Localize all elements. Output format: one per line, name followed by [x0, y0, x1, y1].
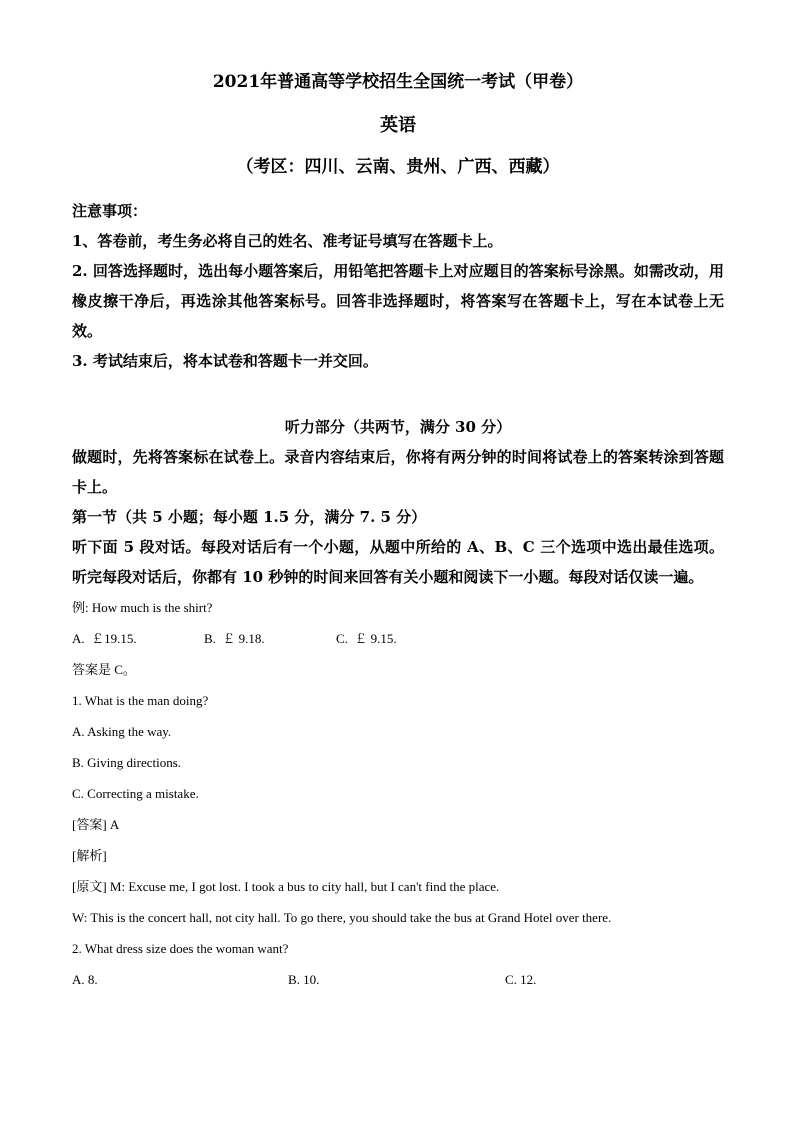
- notes-item: 3. 考试结束后，将本试卷和答题卡一并交回。: [72, 352, 378, 370]
- q1-option-c: C. Correcting a mistake.: [72, 786, 199, 801]
- q1-analysis-label: [解析]: [72, 848, 107, 863]
- option-b: B. ￡ 9.18.: [204, 631, 265, 646]
- option-a: A. 8.: [72, 972, 98, 987]
- q1-answer: [答案] A: [72, 817, 120, 832]
- section1-heading: 第一节（共 5 小题；每小题 1.5 分，满分 7. 5 分）: [72, 508, 427, 526]
- notes-item: 2. 回答选择题时，选出每小题答案后，用铅笔把答题卡上对应题目的答案标号涂黑。如需改动，用橡皮擦干净后，再选涂其他答案标号。回答非选择题时，将答案写在答题卡上，写在本试卷上无效。: [72, 262, 724, 340]
- exam-page: [72, 70, 724, 995]
- q1-option-a: A. Asking the way.: [72, 724, 172, 739]
- q1-transcript-woman: W: This is the concert hall, not city hall. To go there, you should take the bus at Grand Hotel over there.: [72, 910, 612, 925]
- q1-option-b: B. Giving directions.: [72, 755, 182, 770]
- q2-options: [72, 964, 724, 995]
- notes-block: [72, 196, 724, 376]
- q1-transcript-man: [原文] M: Excuse me, I got lost. I took a bus to city hall, but I can't find the place.: [72, 879, 500, 894]
- example-options: [72, 623, 724, 654]
- listening-heading: 听力部分（共两节，满分 30 分）: [284, 418, 512, 436]
- listening-intro: 做题时，先将答案标在试卷上。录音内容结束后，你将有两分钟的时间将试卷上的答案转涂到答题卡上。: [72, 448, 724, 496]
- option-a: A. ￡19.15.: [72, 631, 137, 646]
- q1-question: 1. What is the man doing?: [72, 693, 209, 708]
- section1-instructions: 听下面 5 段对话。每段对话后有一个小题，从题中所给的 A、B、C 三个选项中选出最佳选项。听完每段对话后，你都有 10 秒钟的时间来回答有关小题和阅读下一小题。每段对话仅读一遍。: [72, 538, 724, 586]
- exam-title: 2021年普通高等学校招生全国统一考试（甲卷）: [212, 72, 584, 92]
- q2-question: 2. What dress size does the woman want?: [72, 941, 289, 956]
- option-c: C. 12.: [505, 972, 537, 987]
- option-c: C. ￡ 9.15.: [336, 631, 397, 646]
- notes-item: 1、答卷前，考生务必将自己的姓名、准考证号填写在答题卡上。: [72, 232, 503, 250]
- notes-heading: 注意事项：: [72, 202, 148, 220]
- region-subtitle: （考区：四川、云南、贵州、广西、西藏）: [236, 157, 560, 177]
- subject-title: 英语: [380, 115, 416, 136]
- option-b: B. 10.: [288, 972, 320, 987]
- example-answer: 答案是 C。: [72, 662, 136, 677]
- example-question: 例: How much is the shirt?: [72, 600, 213, 615]
